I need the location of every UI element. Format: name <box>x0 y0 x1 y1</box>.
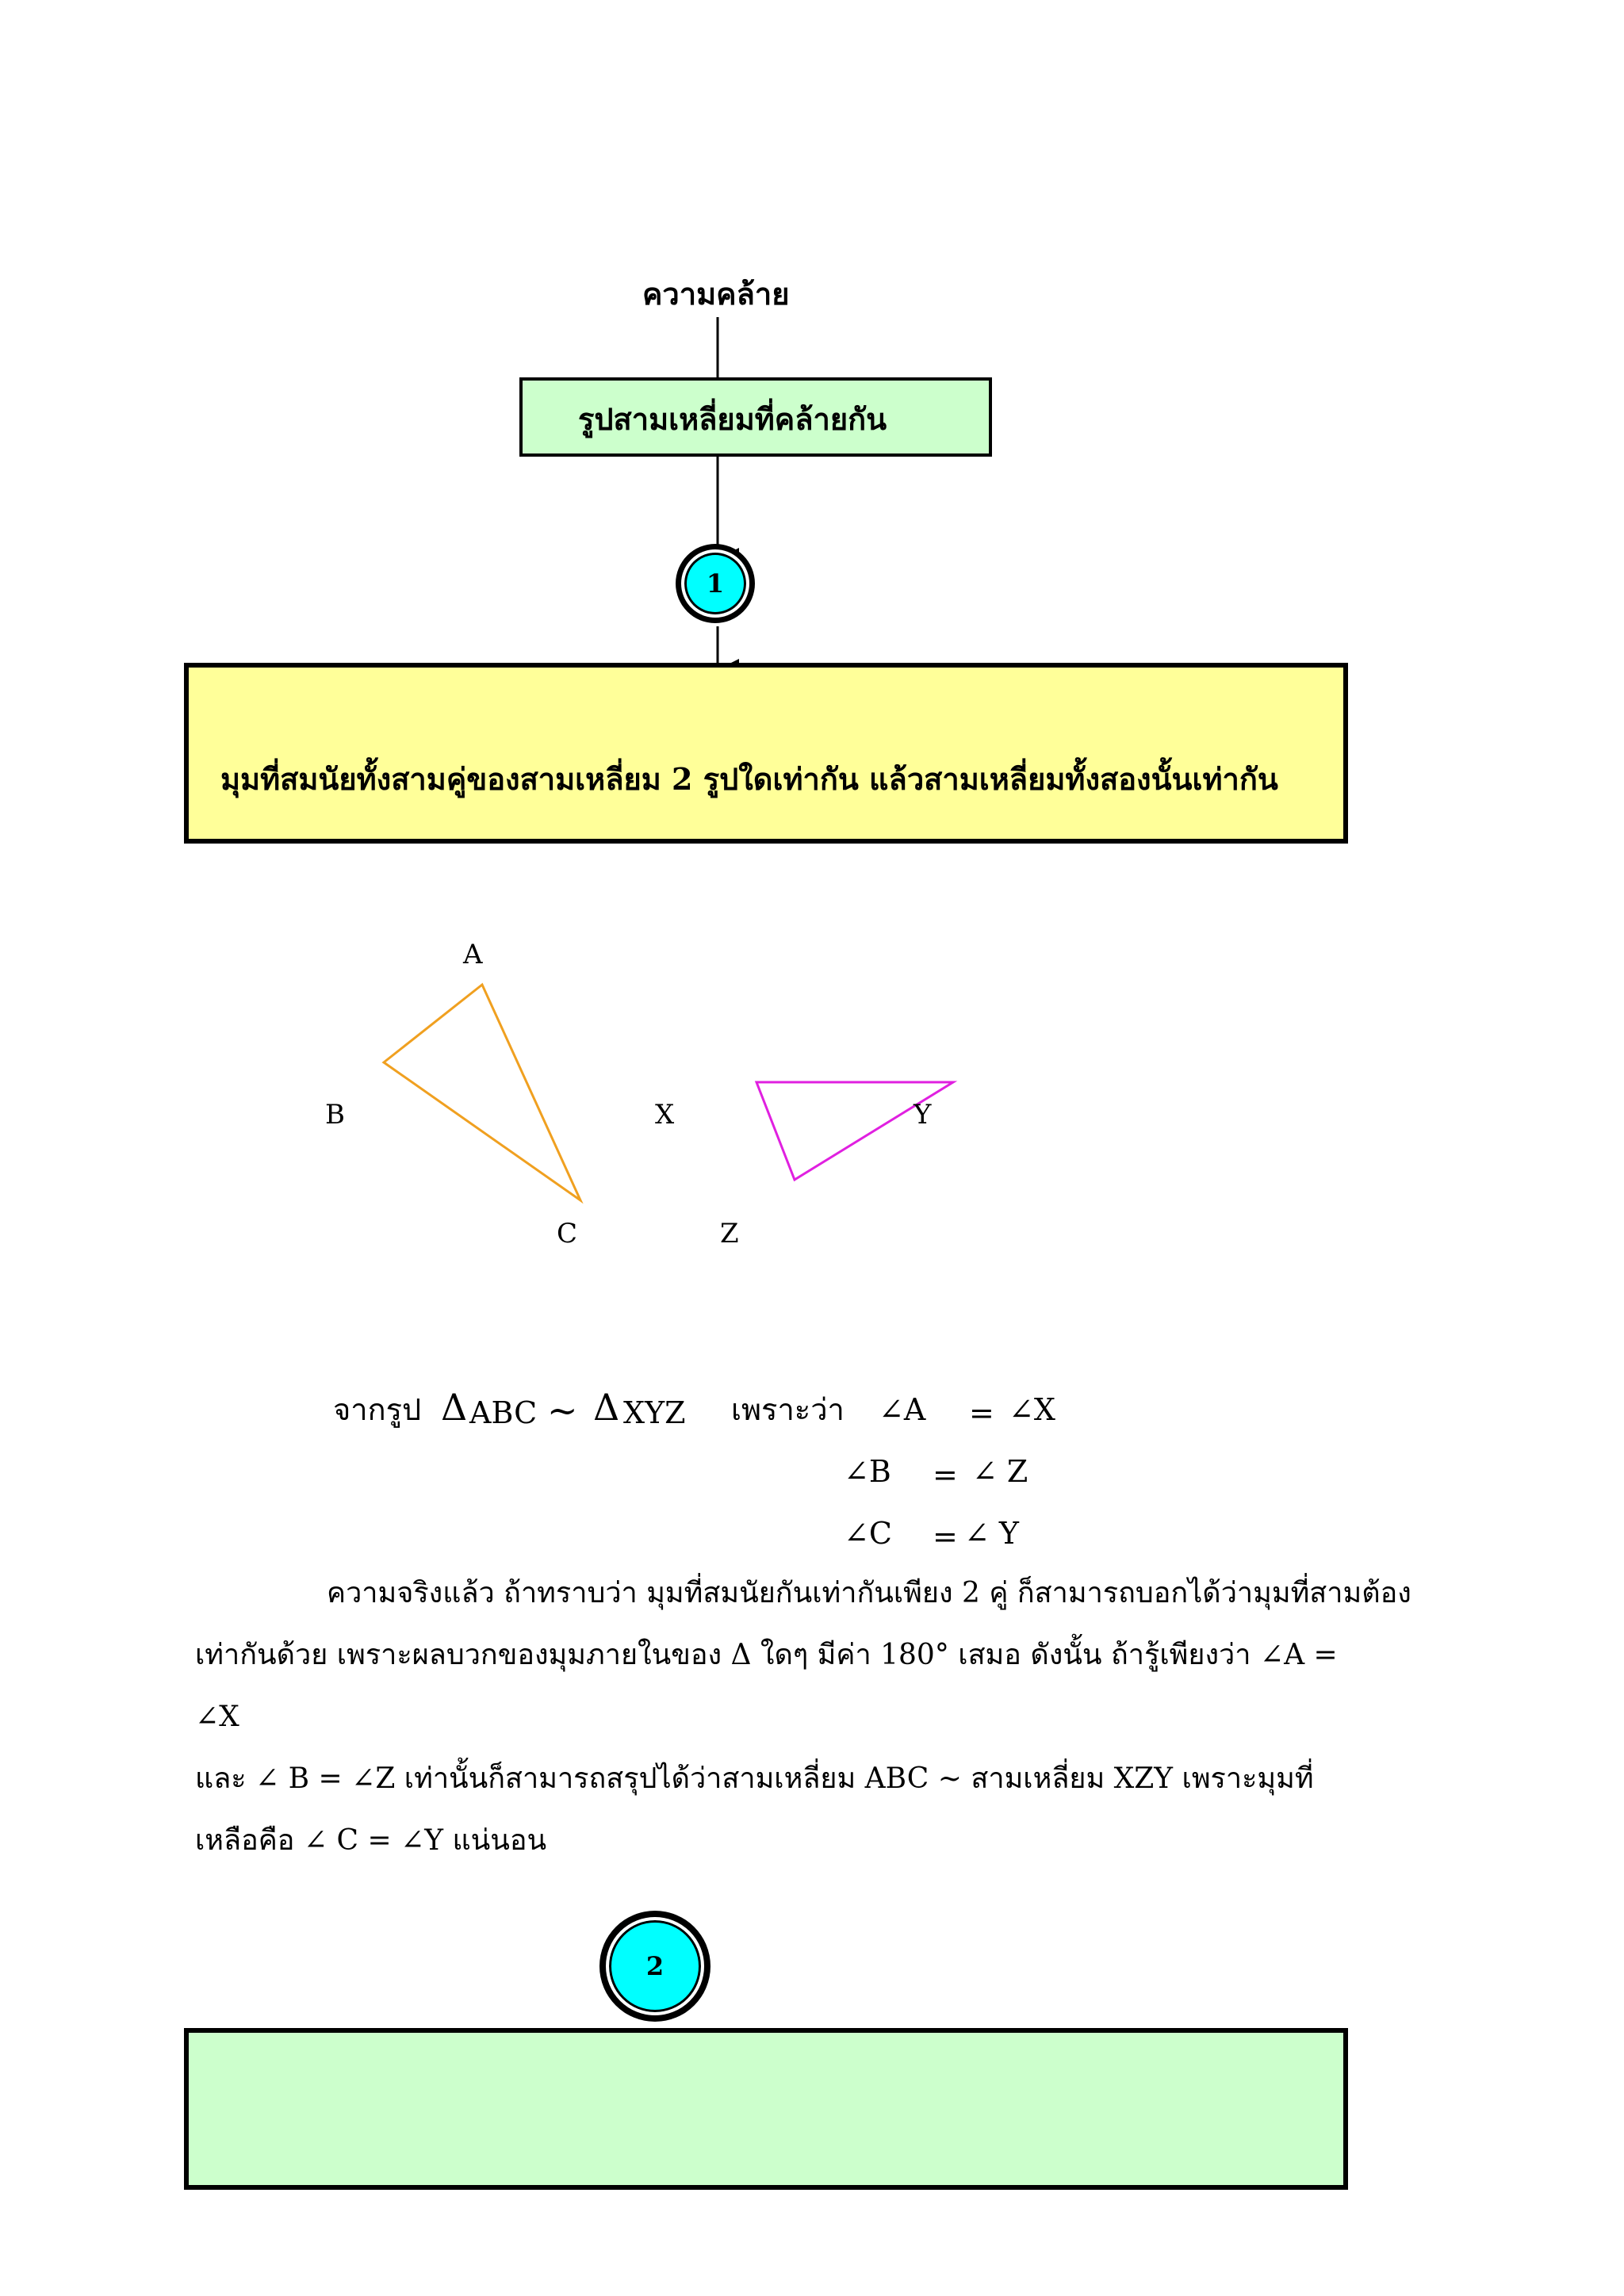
triangle-name-xyz: XYZ <box>623 1395 686 1430</box>
vertex-label-y: Y <box>914 1099 932 1131</box>
angle-eq3-right: ∠ Y <box>964 1516 1020 1551</box>
paragraph-line-3: ∠X <box>195 1701 239 1733</box>
vertex-label-x: X <box>655 1099 675 1131</box>
angle-eq3-equals: = <box>933 1519 958 1554</box>
topic-box-label: รูปสามเหลี่ยมที่คล้ายกัน <box>578 401 887 437</box>
page-title: ความคล้าย <box>642 276 790 312</box>
angle-eq2-equals: = <box>933 1457 958 1492</box>
angle-eq2-right: ∠ Z <box>972 1454 1028 1489</box>
vertex-label-z: Z <box>720 1218 739 1249</box>
angle-eq3-left: ∠C <box>844 1516 892 1551</box>
topic-box <box>519 377 992 457</box>
vertex-label-c: C <box>557 1218 578 1249</box>
because-text: เพราะว่า <box>731 1392 845 1427</box>
triangle-abc <box>384 985 580 1200</box>
angle-eq2-left: ∠B <box>844 1454 891 1489</box>
step-badge-2-number: 2 <box>645 1951 665 1981</box>
triangle-name-abc: ABC <box>469 1395 538 1430</box>
rule-box <box>184 663 1348 844</box>
angle-eq1-left: ∠A <box>879 1392 926 1427</box>
delta-symbol-2: Δ <box>593 1386 620 1429</box>
rule-box-text: มุมที่สมนัยทั้งสามคู่ของสามเหลี่ยม 2 รูปใดเท่ากัน แล้วสามเหลี่ยมทั้งสองนั้นเท่ากัน <box>220 761 1278 797</box>
vertex-label-a: A <box>463 939 483 970</box>
paragraph-line-1: ความจริงแล้ว ถ้าทราบว่า มุมที่สมนัยกันเท่ากันเพียง 2 คู่ ก็สามารถบอกได้ว่ามุมที่สามต้อง <box>327 1577 1411 1609</box>
explain-prefix: จากรูป <box>333 1392 422 1427</box>
next-box <box>184 2028 1348 2190</box>
step-badge-1 <box>676 544 755 623</box>
paragraph-line-4: และ ∠ B = ∠Z เท่านั้นก็สามารถสรุปได้ว่าสามเหลี่ยม ABC ~ สามเหลี่ยม XZY เพราะมุมที่ <box>195 1762 1314 1795</box>
step-badge-2 <box>599 1911 710 2022</box>
paragraph-line-5: เหลือคือ ∠ C = ∠Y แน่นอน <box>195 1824 547 1857</box>
step-badge-1-number: 1 <box>706 568 725 599</box>
vertex-label-b: B <box>325 1099 345 1131</box>
similar-symbol: ~ <box>547 1389 578 1432</box>
triangle-xyz <box>756 1082 953 1180</box>
paragraph-line-2: เท่ากันด้วย เพราะผลบวกของมุมภายในของ Δ ใดๆ มีค่า 180° เสมอ ดังนั้น ถ้ารู้เพียงว่า ∠A = <box>195 1639 1338 1671</box>
delta-symbol-1: Δ <box>441 1386 468 1429</box>
angle-eq1-right: ∠X <box>1009 1392 1055 1427</box>
angle-eq1-equals: = <box>969 1395 994 1430</box>
